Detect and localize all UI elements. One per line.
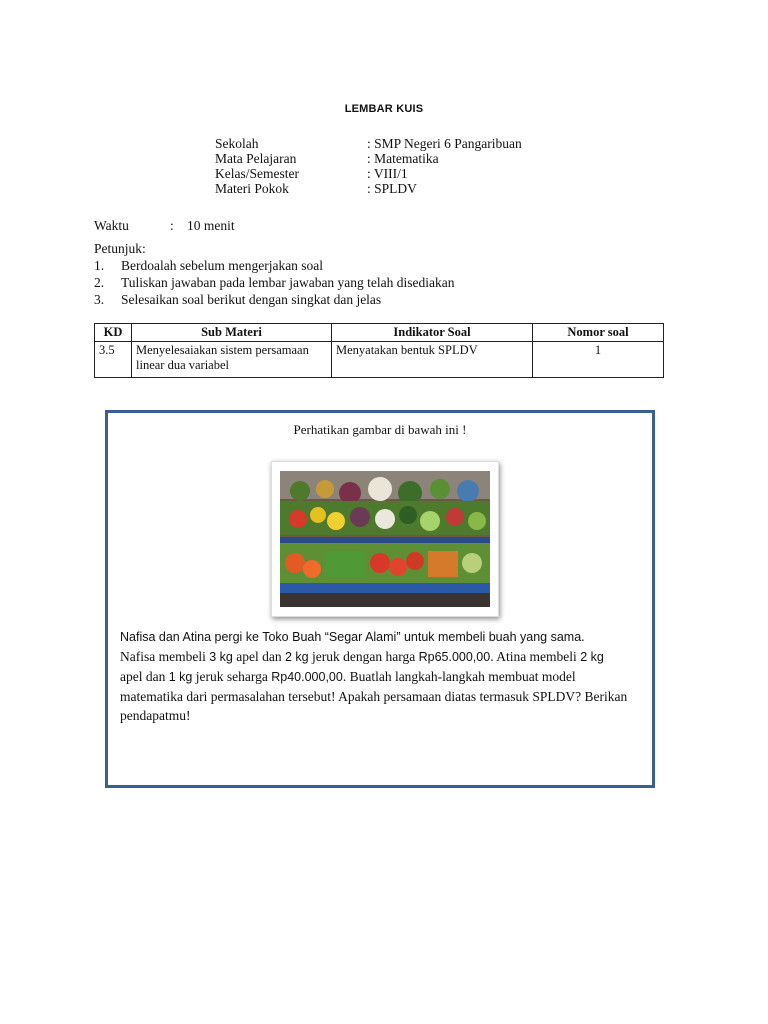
header-sub-materi: Sub Materi (132, 324, 332, 342)
waktu-line (94, 218, 235, 234)
question-sentence-1: Nafisa dan Atina pergi ke Toko Buah “Segar Alami” untuk membeli buah yang sama (120, 630, 582, 644)
quantity-value: 2 kg (284, 650, 309, 664)
price-value: Rp65.000,00 (418, 650, 491, 664)
question-text-segment: jeruk seharga (192, 669, 272, 684)
info-row-materi-pokok (215, 181, 522, 196)
info-row-kelas-semester (215, 166, 522, 181)
instruction-number: 1. (94, 258, 105, 273)
question-text-segment: . Buatlah langkah-langkah membuat model matematika dari permasalahan tersebut! Apakah persamaan diatas termasuk SPLDV? Berikan pendapatmu! (120, 669, 628, 723)
instruction-number: 3. (94, 292, 105, 307)
instructions (94, 240, 455, 308)
info-label: Kelas/Semester (215, 166, 299, 181)
info-label: Mata Pelajaran (215, 151, 297, 166)
question-text-segment: . Atina membeli (490, 649, 581, 664)
instruction-item (94, 291, 455, 308)
table-row (95, 342, 664, 378)
table-header-row (95, 324, 664, 342)
question-box (105, 410, 655, 788)
instruction-text: Selesaikan soal berikut dengan singkat dan jelas (121, 292, 382, 307)
kd-table (94, 323, 664, 378)
question-text-segment: Nafisa membeli (120, 649, 210, 664)
instruction-item (94, 274, 455, 291)
instruction-text: Tuliskan jawaban pada lembar jawaban yang telah disediakan (121, 275, 455, 290)
question-text-segment: jeruk dengan harga (308, 649, 419, 664)
school-info (215, 136, 522, 196)
cell-nomor: 1 (533, 342, 664, 378)
page-title: LEMBAR KUIS (344, 103, 424, 115)
info-value: : SMP Negeri 6 Pangaribuan (367, 136, 522, 151)
quantity-value: 2 kg (580, 650, 604, 664)
header-kd: KD (95, 324, 132, 342)
info-row-mata-pelajaran (215, 151, 522, 166)
info-row-sekolah (215, 136, 522, 151)
header-indikator-soal: Indikator Soal (332, 324, 533, 342)
info-value: : SPLDV (367, 181, 417, 196)
instruction-text: Berdoalah sebelum mengerjakan soal (121, 258, 324, 273)
quantity-value: 1 kg (168, 670, 193, 684)
waktu-separator: : (170, 218, 174, 233)
picture-instruction: Perhatikan gambar di bawah ini ! (293, 422, 467, 437)
info-value: : Matematika (367, 151, 439, 166)
price-value: Rp40.000,00 (271, 670, 343, 684)
info-label: Sekolah (215, 136, 259, 151)
info-label: Materi Pokok (215, 181, 289, 196)
instruction-number: 2. (94, 275, 105, 290)
waktu-label: Waktu (94, 218, 129, 233)
market-photo (271, 461, 499, 617)
question-text-segment: apel dan (120, 669, 169, 684)
vegetable-stall-illustration (280, 471, 490, 607)
header-nomor-soal: Nomor soal (533, 324, 664, 342)
cell-sub-materi: Menyelesaiakan sistem persamaan linear dua variabel (132, 342, 332, 378)
question-period: . (581, 629, 585, 644)
question-text (120, 627, 640, 725)
instructions-heading: Petunjuk: (94, 241, 146, 256)
question-text-segment: apel dan (232, 649, 285, 664)
instruction-item (94, 257, 455, 274)
quantity-value: 3 kg (209, 650, 233, 664)
info-value: : VIII/1 (367, 166, 408, 181)
cell-indikator: Menyatakan bentuk SPLDV (332, 342, 533, 378)
cell-kd: 3.5 (95, 342, 132, 378)
waktu-value: 10 menit (187, 218, 235, 233)
